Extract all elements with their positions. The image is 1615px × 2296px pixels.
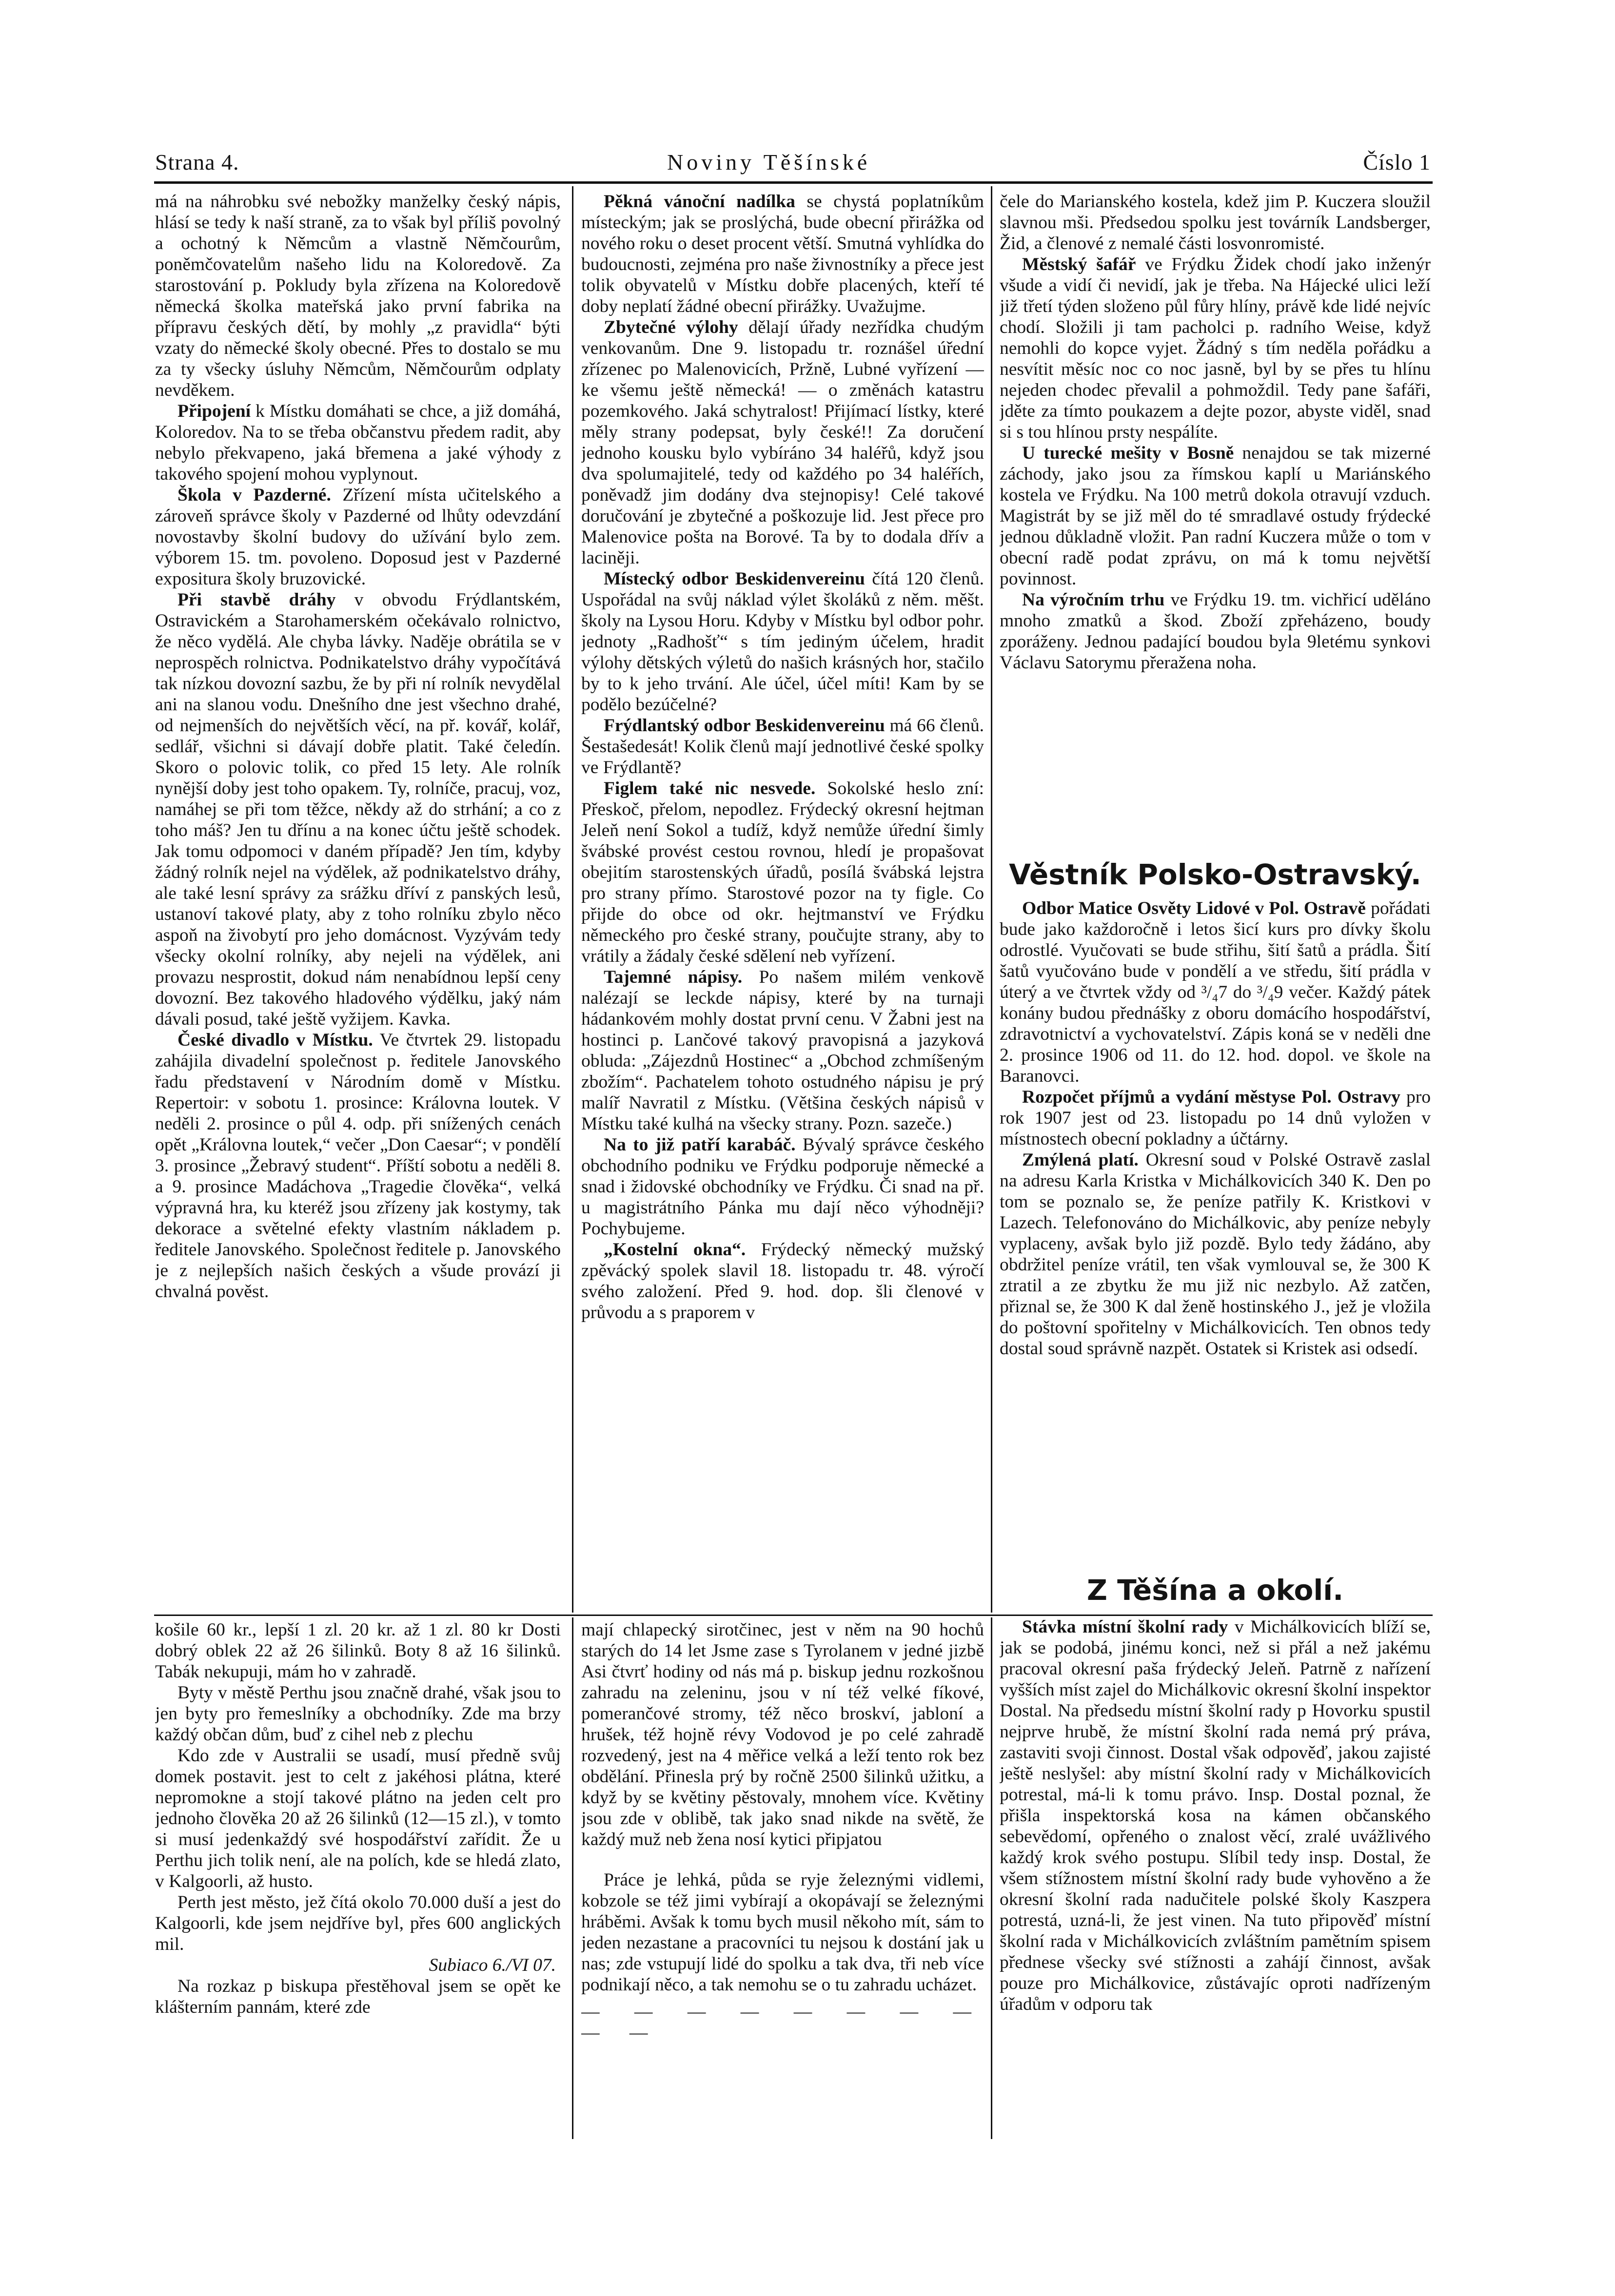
article-heading: Při stavbě dráhy: [177, 590, 336, 610]
column-3-top: [1000, 191, 1431, 839]
column-divider-lower-1: [572, 1617, 573, 2139]
article-heading: Figlem také nic nesvede.: [604, 778, 816, 798]
article-tajemne-napisy: Tajemné nápisy. Po našem milém venkově nalézají se leckde nápisy, které by na turnaji hádankovém mohly dostat první cenu. V Žabni jest na hostinci p. Lančové takový pravopisná a jazyková obluda: „Zájezdnů Hostinec“ a „Obchod zchmíšeným zbožím“. Pachatelem tohoto ostudného nápisu je prý malíř Navratil z Místku. (Většina českých nápisů v Místku také kulhá na všecky strany. Pozn. sazeče.): [581, 967, 984, 1134]
article-stavba-drahy: Při stavbě dráhy v obvodu Frýdlantském, Ostravickém a Starohamerském očekávalo rolnictvo, že něco vydělá. Ale chyba lávky. Naděje obrátila se v neprospěch rolnictva. Podnikatelstvo dráhy vypočítává tak nízkou dovozní sazbu, že by při ní rolník nevydělal ani na slanou vodu. Dnešního dne jest všechno drahé, od nejmenších do největších věcí, na př. kovář, kolář, sedlář, všichni si dávají dobře platit. Také čeledín. Skoro o polovic tolik, co před 15 lety. Ale rolník nynější doby jest toho opakem. Ty, rolníče, pracuj, voz, namáhej se při tom těžce, někdy až do strhání; a co z toho máš? Jen tu dřínu a na konec účtu ještě schodek. Jak tomu odpomoci v daném případě? Jen tím, kdyby žádný rolník nejel na výdělek, až podnikatelstvo dráhy, ale také lesní správy za srážku dříví z panských lesů, ustanoví takové platy, aby z toho rolníku zbylo něco aspoň na živobytí pro jeho domácnost. Vyzývám tedy všecky okolní rolníky, aby nejeli na výdělek, ani provazu nesprostit, dokud nám nenabídnou lepší ceny dovozní. Bez takového hladového výdělku, jaký nám dávali posud, také ještě vyžijem. Kavka.: [155, 590, 561, 1029]
letter-australie: Kdo zde v Australii se usadí, musí předně svůj domek postavit. jest to celt z jakéhosi plátna, které nepromokne a stojí takové plátno na jeden celt pro jednoho člověka 20 až 26 šilinků (12—15 zl.), v tomto si musí jedenkaždý své hospodářství zařídit. Že u Perthu jich tolik není, ale na polích, kde se hledá zlato, v Kalgoorli, až husto.: [155, 1746, 561, 1891]
column-1: [155, 191, 561, 1610]
article-heading: Zmýlená platí.: [1022, 1150, 1139, 1170]
article-heading: Pěkná vánoční nadílka: [604, 192, 795, 212]
article-heading: „Kostelní okna“.: [604, 1240, 746, 1260]
issue-number: Číslo 1: [1363, 150, 1431, 175]
article-rozpocet: Rozpočet příjmů a vydání městyse Pol. Ostravy pro rok 1907 jest od 23. listopadu po 14 dnů vyložen v místnostech obecní pokladny a účtárny.: [1000, 1087, 1431, 1149]
column-3-tesin: [1000, 1616, 1431, 2138]
article-heading: Stávka místní školní rady: [1022, 1617, 1228, 1637]
article-mistecky-odbor: Místecký odbor Beskidenvereinu čítá 120 členů. Uspořádal na svůj náklad výlet školáků z něm. měšt. školy na Lysou Horu. Kdyby v Místku byl odbor pohr. jednoty „Radhošť“ s tím jediným účelem, hradit výlohy dětských výletů do našich krásných hor, stačilo by to k jeho trvání. Ale účel, účel míti! Kam by se podělo bezúčelné?: [581, 569, 984, 715]
lower-column-1: [155, 1619, 561, 2139]
article-heading: Škola v Pazderné.: [177, 485, 331, 505]
article-karabac: Na to již patří karabáč. Bývalý správce českého obchodního podniku ve Frýdku podporuje německé a snad i židovské obchodníky ve Frýdku. Či snad na př. u magistrátního Pánka mu dají něco výhodněji? Pochybujeme.: [581, 1135, 984, 1239]
article-vyrocni-trh: Na výročním trhu ve Frýdku 19. tm. vichřicí uděláno mnoho zmatků a škod. Zboží zpřeházeno, boudy zporáženy. Jednou padající boudou byla 9letému synkovi Václavu Satorymu přeražena noha.: [1000, 590, 1431, 673]
column-divider-lower-2: [991, 1617, 992, 2139]
letter-byty: Byty v městě Perthu jsou značně drahé, však jsou to jen byty pro řemeslníky a obchodníky. Zde ma brzy každý občan dům, buď z cihel neb z plechu: [155, 1683, 561, 1745]
article-stavka-skolni-rady: Stávka místní školní rady v Michálkovicích blíží se, jak se podobá, jinému konci, než si přál a než jakému pracoval okresní paša frýdecký Jeleň. Patrně z nařízení vyšších míst zajel do Michálkovic okresní školní inspektor Dostal. Na předsedu místní školní rady p Hovorku spustil nejprve hrubě, že místní školní rada nemá prý práva, zastaviti svoji činnost. Dostal však odpověď, jakou zajisté ještě neslyšel: aby místní školní rady v Michálkovicích potrestal, má-li k tomu právo. Insp. Dostal poznal, že přišla inspektorská kosa na kámen občanského sebevědomí, opřeného o znalost věcí, zralé uvážlivého každý krok svého postupu. Slíbil tedy insp. Dostal, že všem stížnostem místní školní rady bude vyhověno a že okresní školní rada nadučitele polské školy Kaszpera potrestá, uzná-li, že jest vinen. Na tuto připověď místní školní rada v Michálkovicích zvláštním pamětním spisem přednese všecky své stížnosti a zahájí činnost, avšak pouze pro Michálkovice, zůstávajíc oproti nadřízeným úřadům v odporu tak: [1000, 1617, 1431, 2014]
letter-ceny: košile 60 kr., lepší 1 zl. 20 kr. až 1 zl. 80 kr Dosti dobrý oblek 22 až 26 šilinků. Boty 8 až 16 šilinků. Tabák nekupuji, mám ho v zahradě.: [155, 1620, 561, 1682]
page-number: Strana 4.: [155, 150, 239, 175]
article-matice-osvety: Odbor Matice Osvěty Lidové v Pol. Ostravě pořádati bude jako každoročně i letos šicí kurs pro dívky školu odrostlé. Vyučovati se bude střihu, šití šatů a prádla. Šití šatů vyučováno bude v pondělí a ve středu, šití prádla v úterý a ve čtvrtek vždy od ³/₄7 do ³/₄9 večer. Každý pátek konány budou přednášky z oboru domácího hospodářství, zdravotnictví a vychovatelství. Zápis koná se v neděli dne 2. prosince 1906 od 11. do 12. hod. dopol. ve škole na Baranovci.: [1000, 898, 1431, 1086]
article-vanocni-nadilka: Pěkná vánoční nadílka se chystá poplatníkům místeckým; jak se proslýchá, bude obecní přirážka od nového roku o deset procent větší. Smutná vyhlídka do budoucnosti, zejména pro naše živnostníky a přece jest tolik obyvatelů v Místku dobře placených, kteří té doby neplatí žádné obecní přirážky. Uvažujme.: [581, 192, 984, 316]
article-skola-pazderna: Škola v Pazderné. Zřízení místa učitelského a zároveň správce školy v Pazderné od lhůty odevzdání novostavby školní budovy do užívání bylo zem. výborem 15. tm. povoleno. Doposud jest v Pazderné expositura školy bruzovické.: [155, 485, 561, 589]
letter-prace: Práce je lehká, půda se ryje železnými vidlemi, kobzole se též jimi vybírají a okopávají se železnými hráběmi. Avšak k tomu bych musil někoho mít, sám to jeden nezastane a pracovníci tu nejsou k dostání jak u nas; zde vstupují lidé do spolku a tak dva, tři neb více podnikají něco, a tak nemohu se o tu zahradu ucházet.: [581, 1870, 984, 1995]
article-heading: Na výročním trhu: [1022, 590, 1165, 610]
article-kostelni-okna-cont: čele do Marianského kostela, kdež jim P. Kuczera sloužil slavnou mši. Předsedou spolku jest továrník Landsberger, Žid, a členové z nemalé části losvonromisté.: [1000, 192, 1431, 253]
article-heading: Městský šafář: [1022, 254, 1136, 274]
article-mestsky-safar: Městský šafář ve Frýdku Židek chodí jako inženýr všude a vidí či nevidí, jak je třeba. Na Hájecké ulici leží již třetí týden složeno půl fůry hlíny, právě kde lidé nejvíc chodí. Složili ji tam pacholci p. radního Weise, když nemohli do kopce vyjet. Žádný s tím neděla pořádku a nesvítit měsíc noc co noc jasně, byl by se přes tu hlínu nejeden chodec převalil a pohmoždil. Tedy pane šafáři, jděte za tímto poukazem a dejte pozor, abyste viděl, snad si s tou hlínou prsty nespálíte.: [1000, 254, 1431, 442]
article-zmylena-plati: Zmýlená platí. Okresní soud v Polské Ostravě zaslal na adresu Karla Kristka v Michálkovicích 340 K. Den po tom se poznalo se, že peníze patřily K. Kristkovi v Lazech. Telefonováno do Michálkovic, aby peníze nebyly vyplaceny, avšak bylo již pozdě. Bylo tedy žádáno, aby obdržitel peníze vrátil, ten však vymlouval se, že 300 K ztratil a ze zbytku že mu již nic nezbylo. Až zatčen, přiznal se, že 300 K dal ženě hostinského J., jež je vložila do poštovní spořitelny v Michálkovicích. Ten obnos tedy dostal soud správně nazpět. Ostatek si Kristek asi odsedí.: [1000, 1150, 1431, 1359]
article-heading: Místecký odbor Beskidenvereinu: [604, 569, 865, 589]
lower-column-2: [581, 1619, 984, 2139]
article-zbytecne-vylohy: Zbytečné výlohy dělají úřady nezřídka chudým venkovanům. Dne 9. listopadu tr. roznášel úřední zřízenec po Malenovicích, Pržně, Lubné vyřízení — ke všemu ještě německá! — o změnách katastru pozemkového. Jaká schytralost! Přijímací lístky, které měly strany podepsat, byly české!! Za doručení jednoho kousku bylo vybíráno 34 haléřů, když jsou dva spolumajitelé, tedy od každého po 34 haléřích, poněvadž jim dodány dva stejnopisy! Celé takové doručování je zbytečné a poškozuje lid. Jest přece pro Malenovice pošta na Borové. Ta by to dodala dřív a laciněji.: [581, 317, 984, 568]
article-turecke-mesity: U turecké mešity v Bosně nenajdou se tak mizerné záchody, jako jsou za římskou kaplí u Mariánského kostela ve Frýdku. Na 100 metrů dokola otravují vzduch. Magistrát by se již měl do té smradlavé ostudy frýdecké jednou důkladně vložit. Pan radní Kuczera může o tom v obecní radě podat zprávu, on má k tomu největší povinnost.: [1000, 443, 1431, 589]
header-rule: [154, 181, 1433, 184]
letter-sirotcinec: mají chlapecký sirotčinec, jest v něm na 90 hochů starých do 14 let Jsme zase s Tyrolanem v jedné jizbě Asi čtvrť hodiny od nás má p. biskup jednu rozkošnou zahradu na zeleninu, jsou v ní též velké fíkové, pomerančové stromy, též něco broskví, jabloní a hrušek, též hojně révy Vodovod je po celé zahradě rozvedený, jest na 4 měřice velká a leží tento rok bez obdělání. Přinesla prý by ročně 2500 šilinků užitku, a když by se květiny pěstovaly, mnohem více. Květiny jsou zde v oblibě, tak jako snad nikde na světě, že každý muž neb žena nosí kytici připjatou: [581, 1620, 984, 1849]
dash-separator: — — — — — — — — — —: [581, 2002, 984, 2043]
column-2: [581, 191, 984, 1610]
article-figlem: Figlem také nic nesvede. Sokolské heslo zní: Přeskoč, přelom, nepodlez. Frýdecký okresní hejtman Jeleň není Sokol a tudíž, když nemůže úřední šimly švábské provést cestou rovnou, hledí je propašovat obejitím starostenských úřadů, posílá švábská lejstra pro strany přímo. Starostové pozor na ty figle. Co přijde do obce od okr. hejtmanství ve Frýdku německého pro české strany, poučujte strany, aby to vrátily a žádaly české sdělení neb vyřízení.: [581, 778, 984, 966]
section-title-vestnik: Věstník Polsko-Ostravský.: [1009, 858, 1421, 891]
article-heading: Frýdlantský odbor Beskidenvereinu: [604, 716, 885, 736]
article-heading: České divadlo v Místku.: [177, 1030, 373, 1050]
letter-biskup: Na rozkaz p biskupa přestěhoval jsem se opět ke klášterním pannám, které zde: [155, 1976, 561, 2017]
article-nahrobek: má na náhrobku své nebožky manželky český nápis, hlásí se tedy k naší straně, za to však byl příliš povolný a ochotný k Němcům a vlastně Němčourům, poněmčovatelům našeho lidu na Koloredově. Za starostování p. Pokludy byla zřízena na Koloredově německá školka mateřská jako první fabrika na přípravu českých dětí, by mohly „z pravidla“ býti vzaty do německé školy obecné. Přes to dostalo se mu za ty všecky úsluhy Němcům, Němčourům odplaty nevděkem.: [155, 192, 561, 400]
article-frydlantsky-odbor: Frýdlantský odbor Beskidenvereinu má 66 členů. Šestašedesát! Kolik členů mají jednotlivé české spolky ve Frýdlantě?: [581, 716, 984, 778]
article-heading: Zbytečné výlohy: [604, 317, 738, 337]
letter-signature-place: Subiaco 6./VI 07.: [429, 1955, 556, 1975]
column-divider-2: [991, 186, 992, 1613]
article-pripojeni: Připojení k Místku domáhati se chce, a již domáhá, Koloredov. Na to se třeba občanstvu předem radit, aby nebylo překvapeno, jaká břemena a jaké výhody z takového spojení mohou vyplynout.: [155, 401, 561, 484]
article-heading: Odbor Matice Osvěty Lidové v Pol. Ostravě: [1022, 898, 1366, 918]
page-header: [155, 149, 1431, 178]
article-heading: U turecké mešity v Bosně: [1022, 443, 1234, 463]
section-title-tesin: Z Těšína a okolí.: [1086, 1574, 1344, 1607]
column-3-vestnik: [1000, 898, 1431, 1512]
letter-perth: Perth jest město, jež čítá okolo 70.000 duší a jest do Kalgoorli, kde jsem nejdříve byl, přes 600 anglických mil.: [155, 1892, 561, 1954]
article-kostelni-okna: „Kostelní okna“. Frýdecký německý mužský zpěvácký spolek slavil 18. listopadu tr. 48. výročí svého založení. Před 9. hod. dop. šli členové v průvodu a s praporem v: [581, 1240, 984, 1323]
article-divadlo: České divadlo v Místku. Ve čtvrtek 29. listopadu zahájila divadelní společnost p. ředitele Janovského řadu představení v Národním domě v Místku. Repertoir: v sobotu 1. prosince: Královna loutek. V neděli 2. prosince o půl 4. odp. při snížených cenách opět „Královna loutek,“ večer „Don Caesar“; v pondělí 3. prosince „Žebravý student“. Příští sobotu a neděli 8. a 9. prosince Madáchova „Tragedie člověka“, velká výpravná hra, ku kteréž jsou zřízeny jak kostymy, tak dekorace a světelné efekty vlastním nákladem p. ředitele Janovského. Společnost ředitele p. Janovského je z nejlepších našich českých a všude provází ji chvalná pověst.: [155, 1030, 561, 1302]
column-divider-1: [572, 186, 573, 1613]
horizontal-divider: [154, 1615, 1433, 1616]
article-heading: Na to již patří karabáč.: [604, 1135, 796, 1155]
article-heading: Připojení: [177, 401, 251, 421]
article-heading: Rozpočet příjmů a vydání městyse Pol. Ostravy: [1022, 1087, 1400, 1107]
newspaper-title: Noviny Těšínské: [667, 150, 871, 175]
article-heading: Tajemné nápisy.: [604, 967, 743, 987]
